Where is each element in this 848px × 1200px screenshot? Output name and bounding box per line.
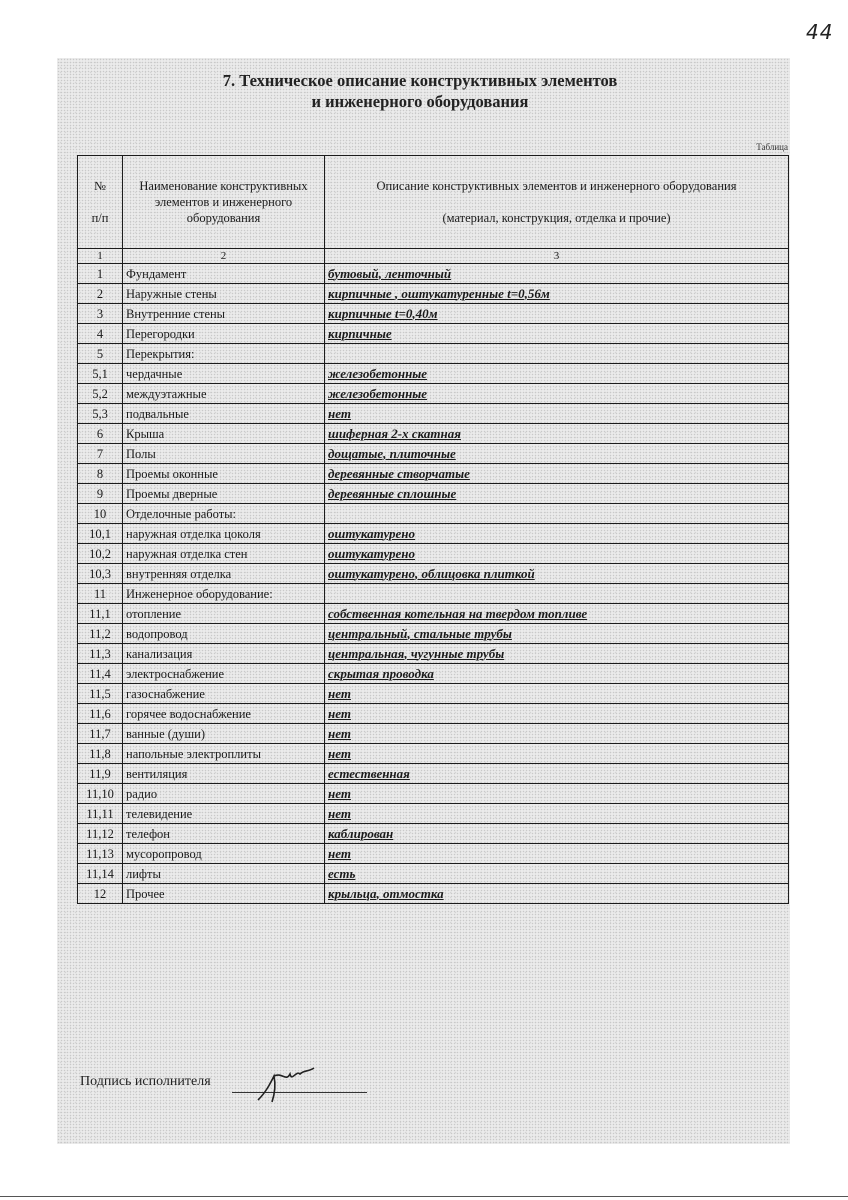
row-element-name-cell: междуэтажные bbox=[123, 384, 325, 404]
row-description-cell: деревянные створчатые bbox=[325, 464, 789, 484]
table-row bbox=[78, 744, 789, 764]
table-row bbox=[78, 824, 789, 844]
row-description-cell: естественная bbox=[325, 764, 789, 784]
title-line-1: 7. Техническое описание конструктивных элементов bbox=[222, 71, 618, 90]
row-number-cell: 11 bbox=[78, 584, 123, 604]
table-row bbox=[78, 444, 789, 464]
row-element-name-cell: газоснабжение bbox=[123, 684, 325, 704]
row-element-name-cell: подвальные bbox=[123, 404, 325, 424]
row-description-cell: собственная котельная на твердом топливе bbox=[325, 604, 789, 624]
table-row bbox=[78, 724, 789, 744]
row-number-cell: 10,2 bbox=[78, 544, 123, 564]
row-number-cell: 11,12 bbox=[78, 824, 123, 844]
table-row bbox=[78, 464, 789, 484]
row-element-name-cell: Проемы дверные bbox=[123, 484, 325, 504]
row-description-cell: есть bbox=[325, 864, 789, 884]
column-number-3: 3 bbox=[325, 249, 789, 264]
row-element-name-cell: электроснабжение bbox=[123, 664, 325, 684]
header-number-abbr: п/п bbox=[91, 211, 109, 225]
table-header-row bbox=[78, 156, 789, 249]
row-description-cell: бутовый, ленточный bbox=[325, 264, 789, 284]
row-element-name-cell: наружная отделка стен bbox=[123, 544, 325, 564]
header-description-note: (материал, конструкция, отделка и прочие) bbox=[442, 211, 671, 225]
row-description-cell: кирпичные , оштукатуренные t=0,56м bbox=[325, 284, 789, 304]
row-description-cell: оштукатурено, облицовка плиткой bbox=[325, 564, 789, 584]
row-description-cell: нет bbox=[325, 704, 789, 724]
row-element-name-cell: чердачные bbox=[123, 364, 325, 384]
table-row bbox=[78, 644, 789, 664]
row-element-name-cell: телефон bbox=[123, 824, 325, 844]
elements-table bbox=[77, 155, 789, 904]
table-row bbox=[78, 304, 789, 324]
header-description bbox=[325, 156, 789, 249]
table-row bbox=[78, 604, 789, 624]
table-row bbox=[78, 624, 789, 644]
row-number-cell: 4 bbox=[78, 324, 123, 344]
row-number-cell: 10,1 bbox=[78, 524, 123, 544]
row-description-cell: оштукатурено bbox=[325, 544, 789, 564]
row-element-name-cell: мусоропровод bbox=[123, 844, 325, 864]
column-number-row bbox=[78, 249, 789, 264]
column-number-1: 1 bbox=[78, 249, 123, 264]
row-number-cell: 5,1 bbox=[78, 364, 123, 384]
table-row bbox=[78, 324, 789, 344]
row-element-name-cell: лифты bbox=[123, 864, 325, 884]
row-description-cell: нет bbox=[325, 784, 789, 804]
row-element-name-cell: водопровод bbox=[123, 624, 325, 644]
row-number-cell: 11,10 bbox=[78, 784, 123, 804]
header-number-sign: № bbox=[94, 179, 106, 193]
row-description-cell: центральная, чугунные трубы bbox=[325, 644, 789, 664]
table-row bbox=[78, 404, 789, 424]
row-description-cell: шиферная 2-х скатная bbox=[325, 424, 789, 444]
table-row bbox=[78, 564, 789, 584]
row-number-cell: 10,3 bbox=[78, 564, 123, 584]
table-row bbox=[78, 504, 789, 524]
table-row bbox=[78, 864, 789, 884]
row-number-cell: 11,3 bbox=[78, 644, 123, 664]
row-number-cell: 11,4 bbox=[78, 664, 123, 684]
row-element-name-cell: горячее водоснабжение bbox=[123, 704, 325, 724]
table-row bbox=[78, 684, 789, 704]
signature-label: Подпись исполнителя bbox=[80, 1074, 211, 1089]
row-number-cell: 5 bbox=[78, 344, 123, 364]
row-description-cell: скрытая проводка bbox=[325, 664, 789, 684]
table-row bbox=[78, 584, 789, 604]
row-element-name-cell: Отделочные работы: bbox=[123, 504, 325, 524]
row-element-name-cell: вентиляция bbox=[123, 764, 325, 784]
table-body bbox=[78, 264, 789, 904]
header-number bbox=[78, 156, 123, 249]
table-row bbox=[78, 344, 789, 364]
row-description-cell: деревянные сплошные bbox=[325, 484, 789, 504]
table-row bbox=[78, 284, 789, 304]
column-number-2: 2 bbox=[123, 249, 325, 264]
handwritten-signature bbox=[252, 1062, 322, 1106]
title-line-2: и инженерного оборудования bbox=[311, 92, 529, 111]
row-description-cell: нет bbox=[325, 804, 789, 824]
row-element-name-cell: отопление bbox=[123, 604, 325, 624]
row-element-name-cell: Фундамент bbox=[123, 264, 325, 284]
table-row bbox=[78, 384, 789, 404]
table-caption: Таблица bbox=[756, 142, 788, 152]
row-number-cell: 11,14 bbox=[78, 864, 123, 884]
row-element-name-cell: напольные электроплиты bbox=[123, 744, 325, 764]
row-number-cell: 11,13 bbox=[78, 844, 123, 864]
table-row bbox=[78, 804, 789, 824]
row-description-cell: нет bbox=[325, 724, 789, 744]
row-description-cell: оштукатурено bbox=[325, 524, 789, 544]
table-row bbox=[78, 364, 789, 384]
row-description-cell bbox=[325, 344, 789, 364]
row-number-cell: 11,2 bbox=[78, 624, 123, 644]
row-description-cell: нет bbox=[325, 844, 789, 864]
table-row bbox=[78, 784, 789, 804]
row-element-name-cell: наружная отделка цоколя bbox=[123, 524, 325, 544]
row-element-name-cell: Инженерное оборудование: bbox=[123, 584, 325, 604]
row-number-cell: 8 bbox=[78, 464, 123, 484]
row-number-cell: 2 bbox=[78, 284, 123, 304]
row-element-name-cell: Крыша bbox=[123, 424, 325, 444]
row-number-cell: 10 bbox=[78, 504, 123, 524]
table-row bbox=[78, 484, 789, 504]
row-description-cell: центральный, стальные трубы bbox=[325, 624, 789, 644]
section-title bbox=[100, 70, 740, 112]
table-row bbox=[78, 764, 789, 784]
row-number-cell: 11,8 bbox=[78, 744, 123, 764]
row-description-cell: нет bbox=[325, 744, 789, 764]
table-row bbox=[78, 264, 789, 284]
table-row bbox=[78, 664, 789, 684]
header-element-name: Наименование конструктивных элементов и инженерного оборудования bbox=[123, 156, 325, 249]
row-description-cell: кирпичные bbox=[325, 324, 789, 344]
row-element-name-cell: Перекрытия: bbox=[123, 344, 325, 364]
row-description-cell: дощатые, плиточные bbox=[325, 444, 789, 464]
row-element-name-cell: Внутренние стены bbox=[123, 304, 325, 324]
row-description-cell bbox=[325, 504, 789, 524]
bottom-rule bbox=[0, 1196, 848, 1197]
row-element-name-cell: Полы bbox=[123, 444, 325, 464]
row-number-cell: 7 bbox=[78, 444, 123, 464]
row-description-cell: нет bbox=[325, 684, 789, 704]
table-row bbox=[78, 524, 789, 544]
table-row bbox=[78, 884, 789, 904]
table-row bbox=[78, 704, 789, 724]
row-number-cell: 11,9 bbox=[78, 764, 123, 784]
table-row bbox=[78, 544, 789, 564]
page-number: 44 bbox=[806, 20, 834, 44]
row-description-cell: кирпичные t=0,40м bbox=[325, 304, 789, 324]
header-description-main: Описание конструктивных элементов и инженерного оборудования bbox=[376, 179, 737, 193]
row-number-cell: 5,2 bbox=[78, 384, 123, 404]
row-number-cell: 3 bbox=[78, 304, 123, 324]
row-number-cell: 6 bbox=[78, 424, 123, 444]
row-description-cell: нет bbox=[325, 404, 789, 424]
row-description-cell: железобетонные bbox=[325, 364, 789, 384]
row-description-cell bbox=[325, 584, 789, 604]
row-element-name-cell: телевидение bbox=[123, 804, 325, 824]
row-element-name-cell: ванные (души) bbox=[123, 724, 325, 744]
row-number-cell: 5,3 bbox=[78, 404, 123, 424]
row-number-cell: 11,5 bbox=[78, 684, 123, 704]
row-element-name-cell: радио bbox=[123, 784, 325, 804]
row-description-cell: каблирован bbox=[325, 824, 789, 844]
row-description-cell: железобетонные bbox=[325, 384, 789, 404]
table-row bbox=[78, 424, 789, 444]
row-element-name-cell: канализация bbox=[123, 644, 325, 664]
row-number-cell: 11,11 bbox=[78, 804, 123, 824]
row-element-name-cell: Наружные стены bbox=[123, 284, 325, 304]
row-number-cell: 11,7 bbox=[78, 724, 123, 744]
row-number-cell: 9 bbox=[78, 484, 123, 504]
table-row bbox=[78, 844, 789, 864]
row-number-cell: 12 bbox=[78, 884, 123, 904]
row-number-cell: 11,1 bbox=[78, 604, 123, 624]
row-number-cell: 11,6 bbox=[78, 704, 123, 724]
row-element-name-cell: Проемы оконные bbox=[123, 464, 325, 484]
row-element-name-cell: внутренняя отделка bbox=[123, 564, 325, 584]
row-element-name-cell: Прочее bbox=[123, 884, 325, 904]
row-number-cell: 1 bbox=[78, 264, 123, 284]
row-description-cell: крыльца, отмостка bbox=[325, 884, 789, 904]
row-element-name-cell: Перегородки bbox=[123, 324, 325, 344]
